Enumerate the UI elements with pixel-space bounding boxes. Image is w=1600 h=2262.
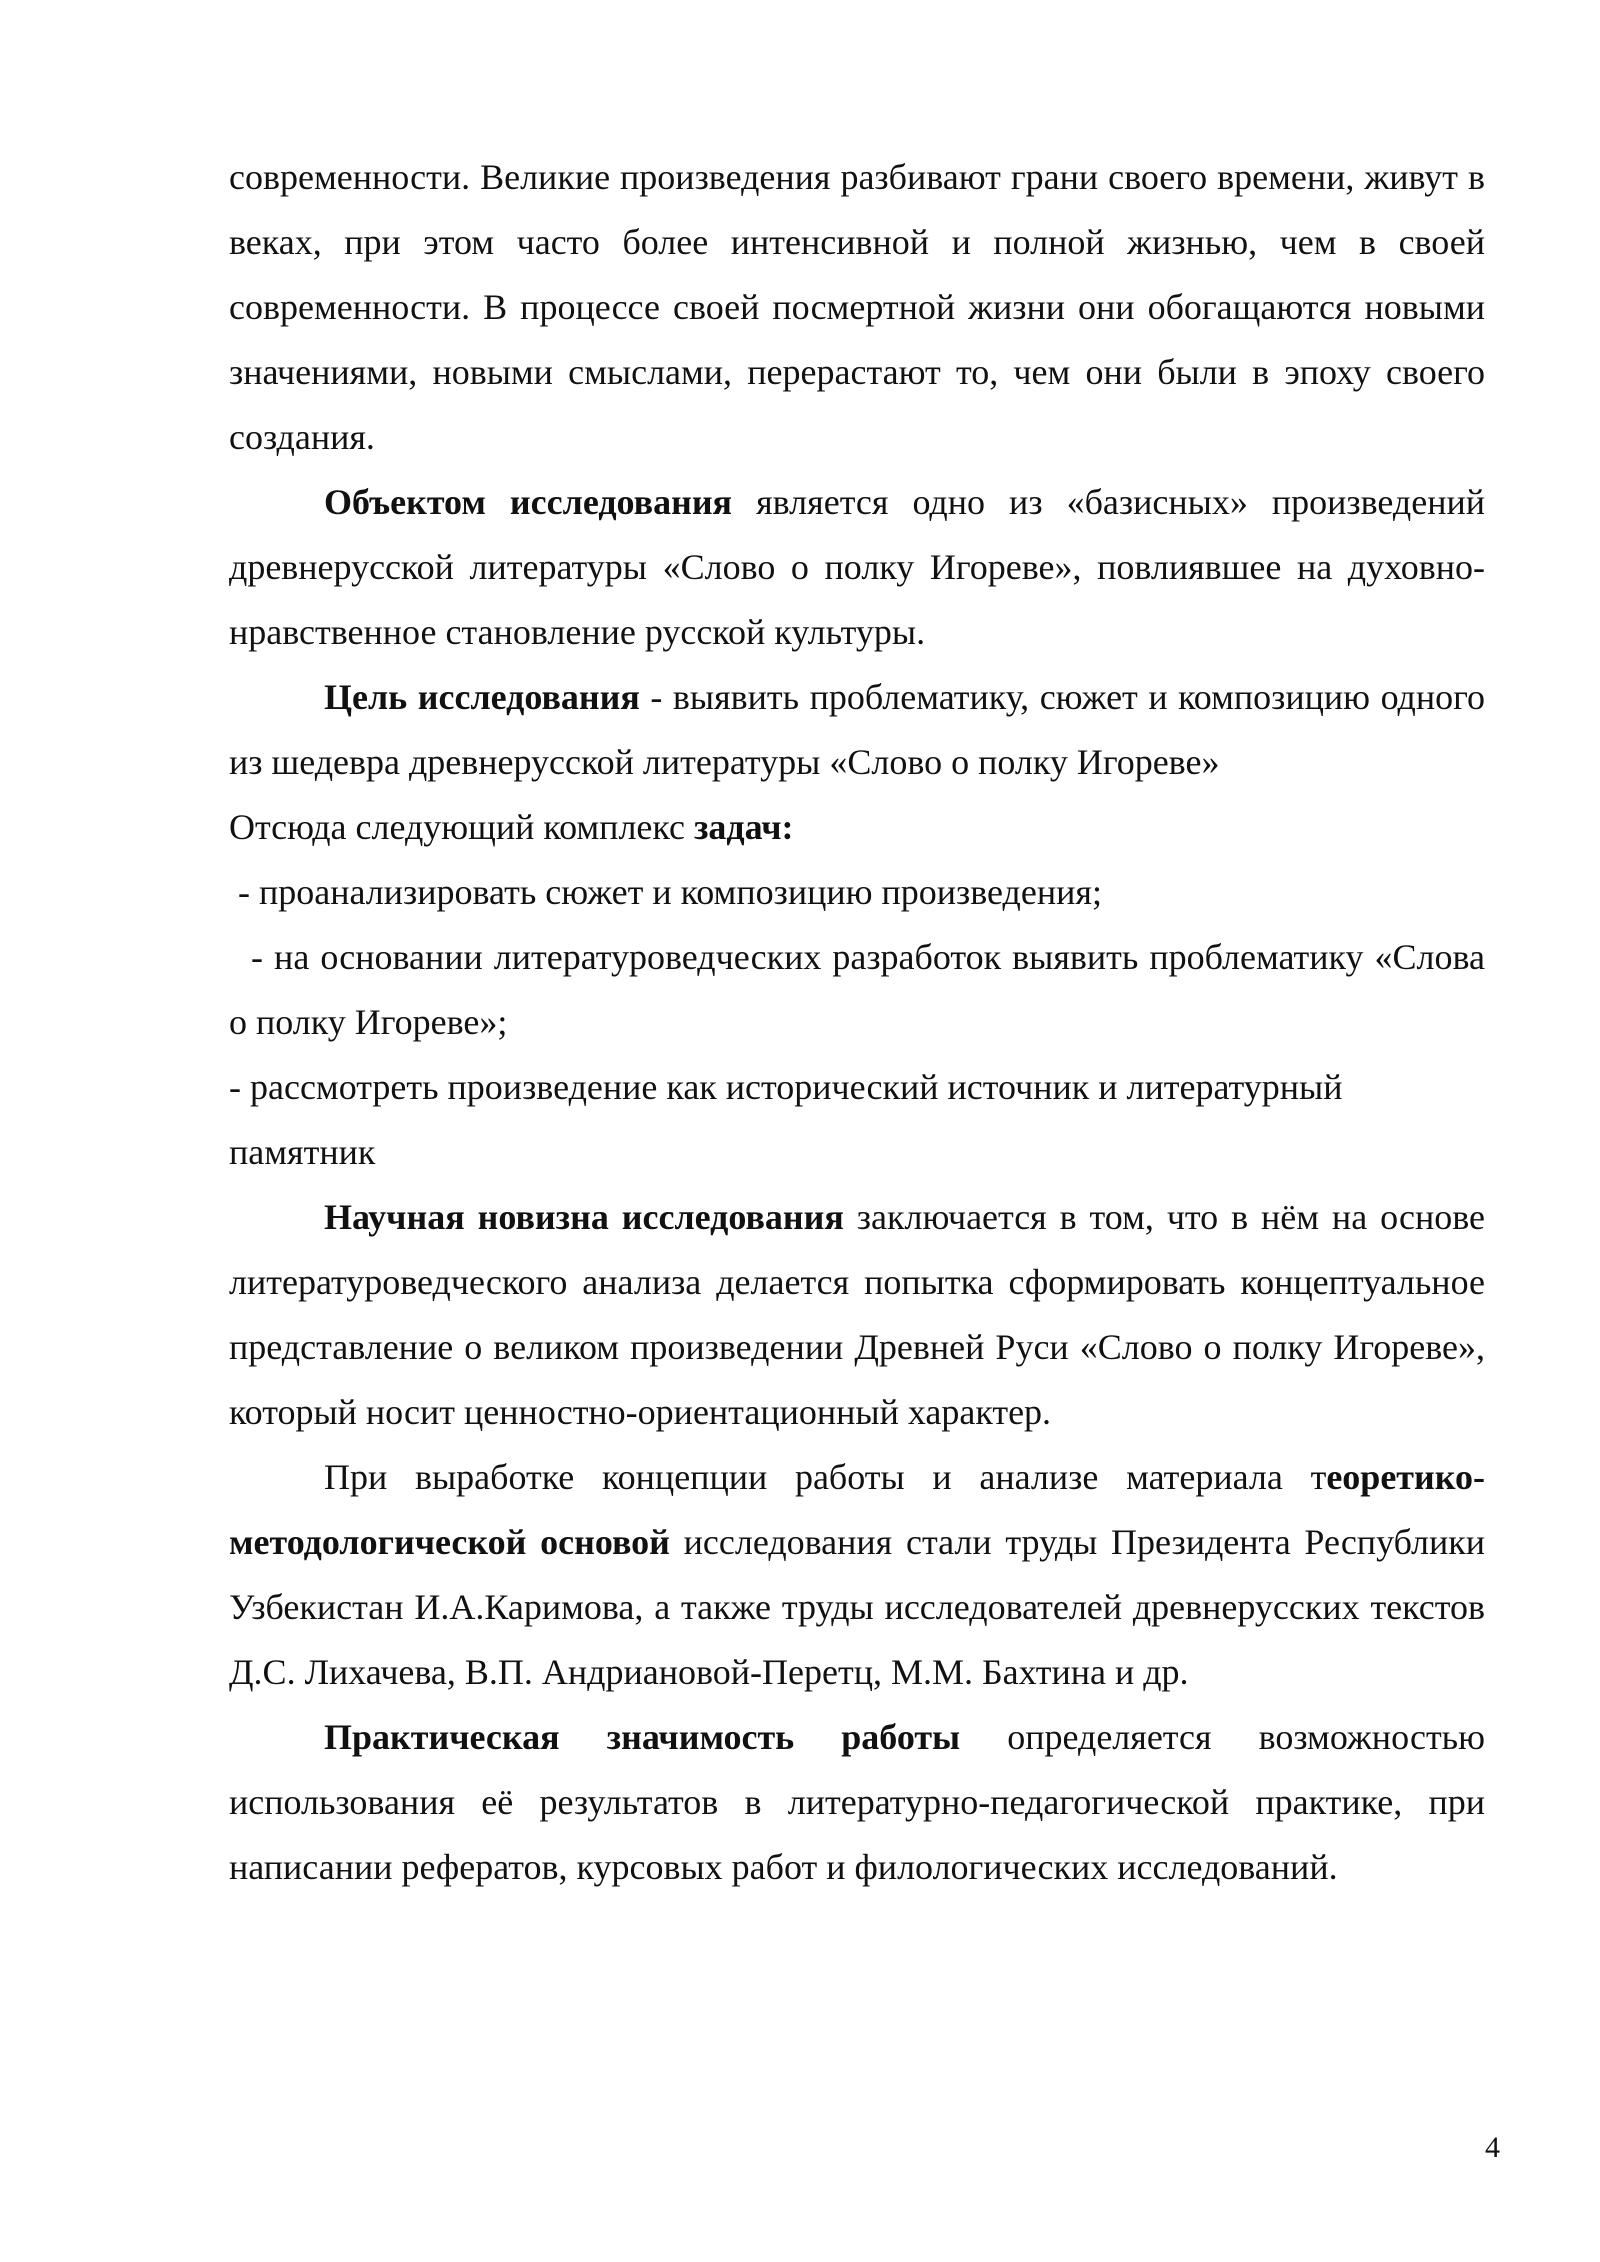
task-text: - рассмотреть произведение как исторический источник и литературный памятник [229, 1067, 1343, 1172]
paragraph-text: Отсюда следующий комплекс [229, 807, 694, 847]
body-text [229, 145, 1495, 1900]
paragraph-significance [229, 1705, 1485, 1900]
task-text: - на основании литературоведческих разработок выявить проблематику «Слова о полку Игореве»; [229, 937, 1495, 1042]
task-item-3 [229, 1055, 1485, 1185]
term-tasks: задач: [693, 807, 794, 847]
paragraph-text: При выработке концепции работы и анализе материала т [324, 1457, 1327, 1497]
paragraph-text: современности. Великие произведения разбивают грани своего времени, живут в веках, при этом часто более интенсивной и полной жизнью, чем в своей современности. В процессе своей посмертной жизни они обогащаются новыми значениями, новыми смыслами, перерастают то, чем они были в эпоху своего создания. [229, 157, 1485, 457]
paragraph-text: определяется возможностью использования её результатов в литературно-педагогической практике, при написании рефератов, курсовых работ и филологических исследований. [229, 1717, 1485, 1887]
paragraph-text: исследования стали труды Президента Республики Узбекистан И.А.Каримова, а также труды исследователей древнерусских текстов Д.С. Лихачева, В.П. Андриановой-Перетц, М.М. Бахтина и др. [229, 1522, 1485, 1692]
paragraph-text: является одно из «базисных» произведений древнерусской литературы «Слово о полку Игореве», повлиявшее на духовно-нравственное становление русской культуры. [229, 482, 1486, 652]
paragraph-object [229, 470, 1485, 665]
paragraph-intro-end [229, 145, 1485, 470]
paragraph-methodology [229, 1445, 1485, 1705]
paragraph-novelty [229, 1185, 1485, 1445]
task-item-2 [229, 925, 1495, 1055]
term-object: Объектом исследования [324, 482, 733, 522]
task-item-1 [229, 860, 1485, 925]
paragraph-text: - выявить проблематику, сюжет и композицию одного из шедевра древнерусской литературы «Слово о полку Игореве» [229, 677, 1485, 782]
page-number: 4 [1485, 2131, 1500, 2164]
term-goal: Цель исследования [324, 677, 640, 717]
term-significance: Практическая значимость работы [324, 1717, 961, 1757]
term-novelty: Научная новизна исследования [324, 1197, 844, 1237]
term-methodology: еоретико-методологической основой [229, 1457, 1485, 1562]
paragraph-goal [229, 665, 1485, 795]
paragraph-text: заключается в том, что в нём на основе литературоведческого анализа делается попытка сформировать концептуальное представление о великом произведении Древней Руси «Слово о полку Игореве», который носит ценностно-ориентационный характер. [229, 1197, 1485, 1432]
paragraph-tasks-intro [229, 795, 1485, 860]
task-text: - проанализировать сюжет и композицию произведения; [229, 872, 1102, 912]
